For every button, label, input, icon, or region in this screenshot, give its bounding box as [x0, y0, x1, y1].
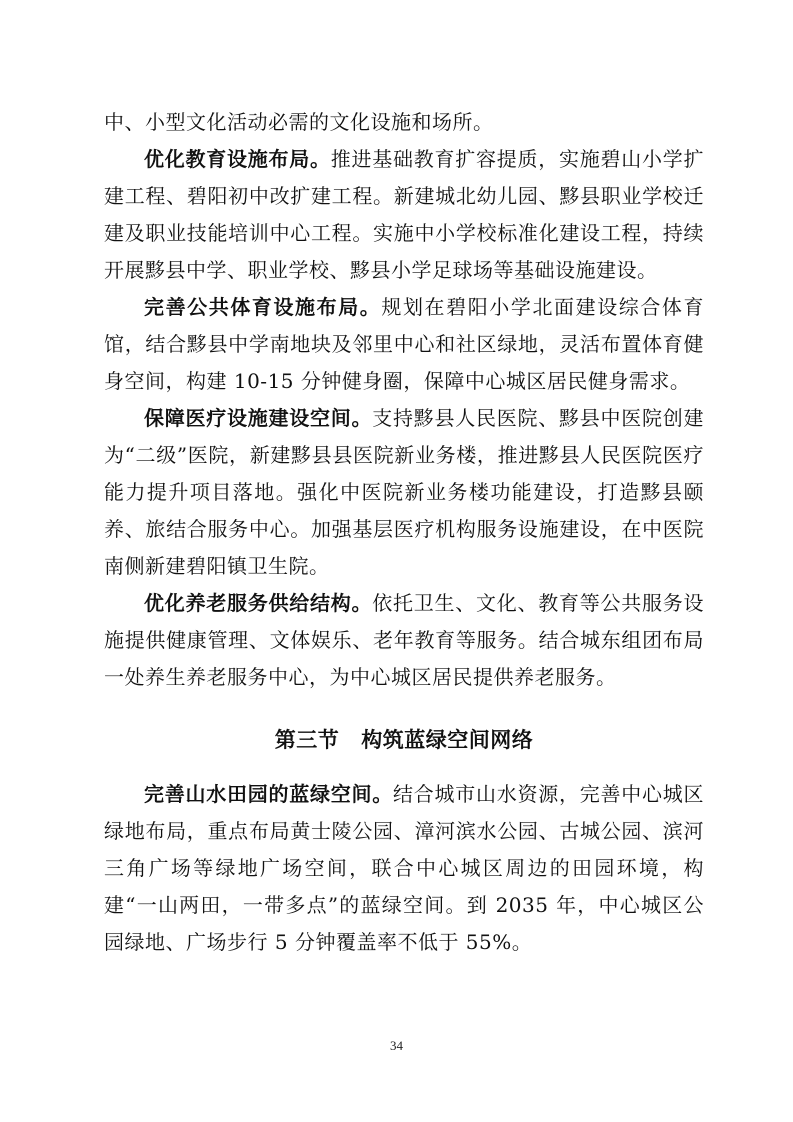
section-heading [104, 722, 704, 758]
paragraph-text: 支持黟县人民医院、黟县中医院创建为“二级”医院，新建黟县县医院新业务楼，推进黟县人民医院医疗能力提升项目落地。强化中医院新业务楼功能建设，打造黟县颐养、旅结合服务中心。加强基层医疗机构服务设施建设，在中医院南侧新建碧阳镇卫生院。 [104, 406, 704, 578]
paragraph-lead: 优化养老服务供给结构。 [144, 591, 373, 615]
page-number: 34 [390, 1038, 403, 1053]
paragraph-text: 依托卫生、文化、教育等公共服务设施提供健康管理、文体娱乐、老年教育等服务。结合城东组团布局一处养生养老服务中心，为中心城区居民提供养老服务。 [104, 591, 704, 689]
paragraph-lead: 完善公共体育设施布局。 [144, 295, 382, 319]
paragraph-medical-facilities [104, 400, 704, 585]
paragraph-lead: 保障医疗设施建设空间。 [144, 406, 373, 430]
page-content [104, 104, 704, 961]
section-title: 构筑蓝绿空间网络 [361, 728, 534, 752]
paragraph-text: 结合城市山水资源，完善中心城区绿地布局，重点布局黄士陵公园、漳河滨水公园、古城公园、滨河三角广场等绿地广场空间，联合中心城区周边的田园环境，构建“一山两田，一带多点”的蓝绿空间。到 2035 年，中心城区公园绿地、广场步行 5 分钟覆盖率不低于 55%。 [104, 782, 704, 954]
paragraph-elderly-services [104, 585, 704, 696]
paragraph-blue-green-space [104, 776, 704, 961]
paragraph-lead: 完善山水田园的蓝绿空间。 [144, 782, 393, 806]
paragraph-continuation [104, 104, 704, 141]
paragraph-education-facilities [104, 141, 704, 289]
paragraph-text: 规划在碧阳小学北面建设综合体育馆，结合黟县中学南地块及邻里中心和社区绿地，灵活布置体育健身空间，构建 10-15 分钟健身圈，保障中心城区居民健身需求。 [104, 295, 705, 393]
paragraph-sports-facilities [104, 289, 704, 400]
paragraph-lead: 优化教育设施布局。 [144, 147, 331, 171]
paragraph-text: 推进基础教育扩容提质，实施碧山小学扩建工程、碧阳初中改扩建工程。新建城北幼儿园、黟县职业学校迁建及职业技能培训中心工程。实施中小学校标准化建设工程，持续开展黟县中学、职业学校、黟县小学足球场等基础设施建设。 [104, 147, 704, 282]
paragraph-text: 中、小型文化活动必需的文化设施和场所。 [104, 110, 494, 134]
section-number: 第三节 [274, 728, 340, 752]
